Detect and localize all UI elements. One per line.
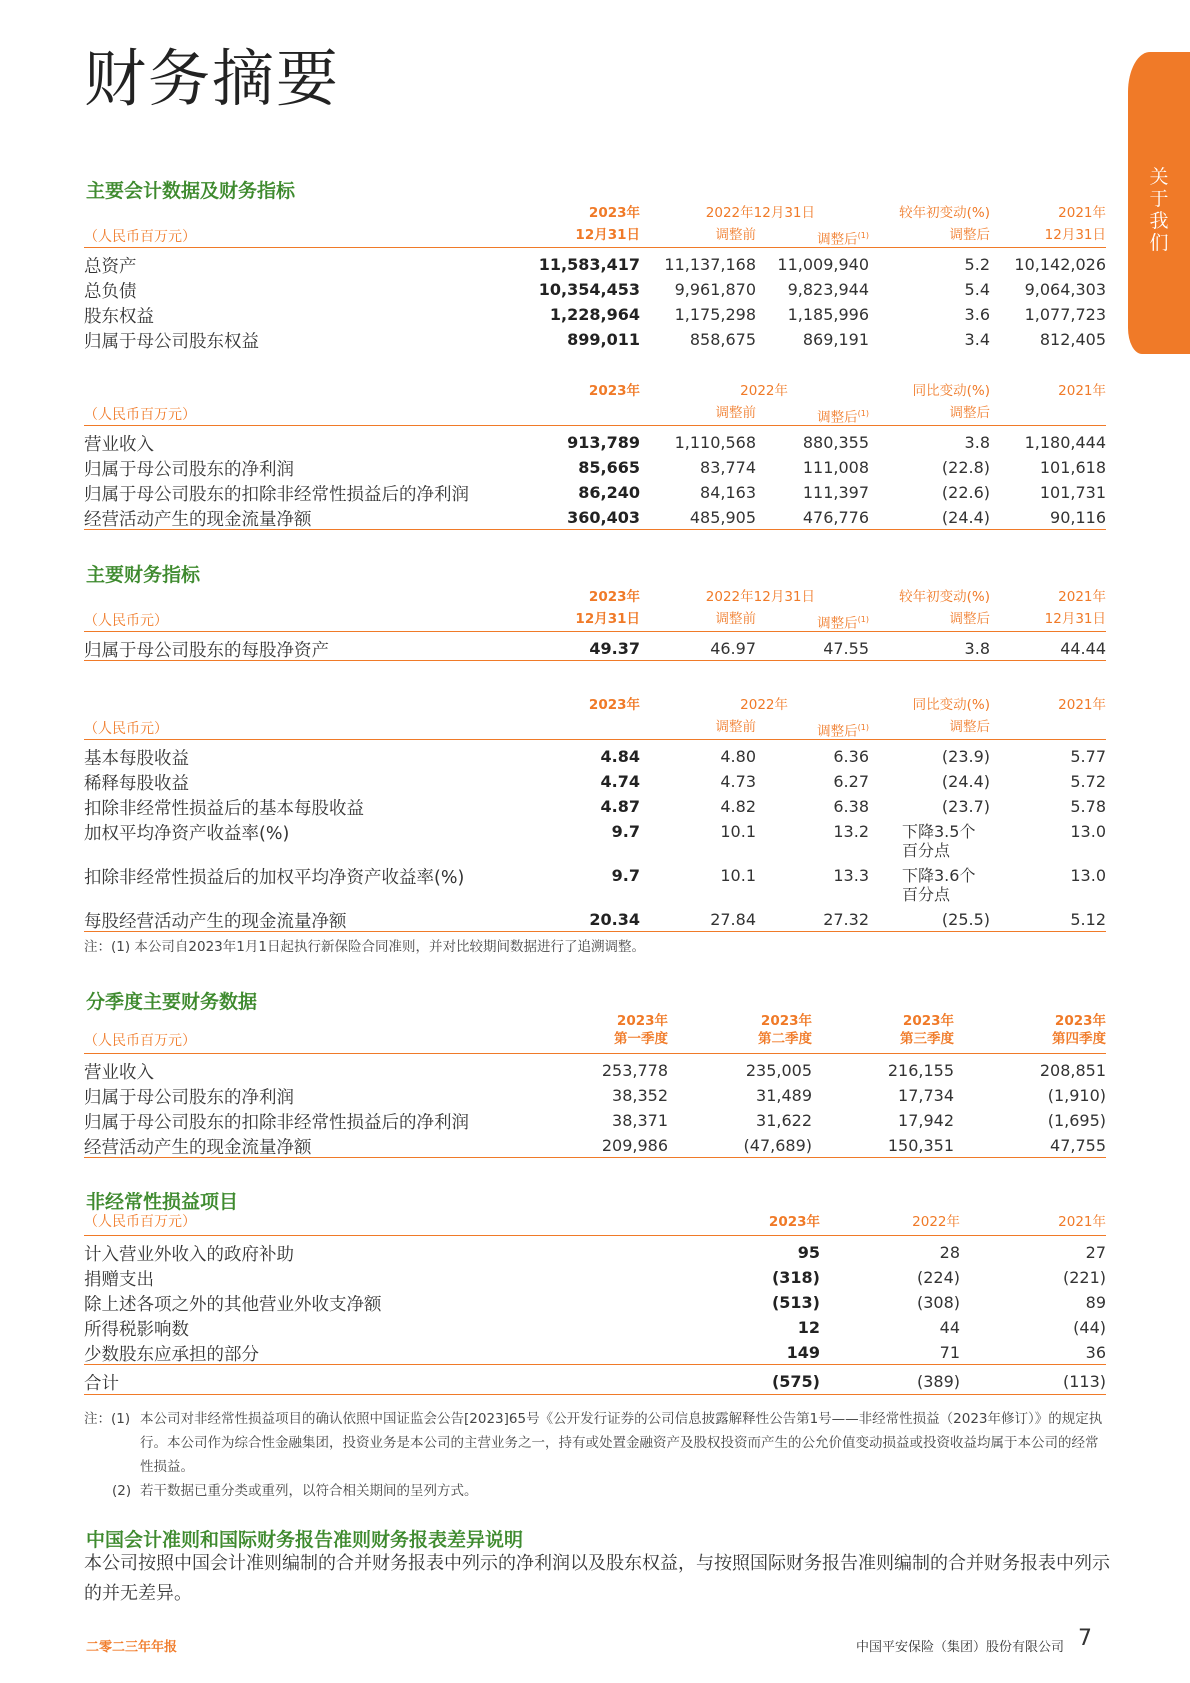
value-2023: 10,354,453 [538, 280, 640, 299]
value-2023: 4.87 [600, 797, 640, 816]
value-2022-after: 6.27 [833, 772, 869, 791]
value-2022-after: 13.3 [833, 866, 869, 885]
value-change: 3.8 [964, 639, 990, 658]
header-2023: 2023年 [588, 589, 640, 605]
header-2023: 2023年 [588, 383, 640, 399]
value-2021: 101,618 [1039, 458, 1106, 477]
value-2023: 20.34 [589, 910, 640, 929]
table-quarterly-data [84, 1012, 1106, 1158]
header-2023-date: 12月31日 [575, 227, 640, 243]
section-heading-quarterly-data: 分季度主要财务数据 [86, 991, 258, 1013]
value-q1: 253,778 [601, 1061, 668, 1080]
row-label: 稀释每股收益 [84, 774, 189, 794]
value-2023: 85,665 [578, 458, 640, 477]
header-q4-year: 2023年 [1054, 1013, 1106, 1029]
header-q2-year: 2023年 [760, 1013, 812, 1029]
unit-label: （人民币百万元） [84, 1214, 196, 1230]
value-q2: 31,489 [756, 1086, 812, 1105]
section-heading-non-recurring-items: 非经常性损益项目 [86, 1191, 239, 1213]
header-2023: 2023年 [768, 1214, 820, 1230]
value-2021: 9,064,303 [1024, 280, 1106, 299]
footnote-2-prefix: (2) [112, 1483, 132, 1499]
value-2023: 12 [797, 1318, 820, 1337]
header-2021: 2021年 [1058, 205, 1106, 221]
value-2022-before: 46.97 [710, 639, 756, 658]
row-label: 归属于母公司股东的每股净资产 [84, 641, 329, 661]
value-2021: 89 [1085, 1293, 1106, 1312]
table-row [84, 862, 1106, 906]
value-2021: 5.78 [1070, 797, 1106, 816]
row-label: 总资产 [84, 257, 137, 277]
value-2021: 90,116 [1050, 508, 1106, 527]
value-2023: 913,789 [567, 433, 640, 452]
value-2023: 86,240 [578, 483, 640, 502]
value-2023: 360,403 [567, 508, 640, 527]
value-2023: 149 [786, 1343, 820, 1362]
value-2022-after: 27.32 [823, 910, 869, 929]
row-label: 除上述各项之外的其他营业外收支净额 [84, 1295, 382, 1315]
value-2022-before: 4.82 [720, 797, 756, 816]
header-change-adjusted: 调整后 [949, 227, 990, 243]
total-2023: (575) [771, 1372, 820, 1391]
table-header [84, 694, 1106, 740]
table-row [84, 768, 1106, 793]
value-2022-before: 9,961,870 [674, 280, 756, 299]
table-row [84, 276, 1106, 301]
value-change: (23.9) [941, 747, 990, 766]
row-label: 基本每股收益 [84, 749, 189, 769]
table-row [84, 504, 1106, 529]
page-number: 7 [1078, 1626, 1092, 1651]
value-q3: 150,351 [887, 1136, 954, 1155]
page-title: 财务摘要 [84, 42, 341, 115]
header-2021: 2021年 [1058, 1214, 1106, 1230]
value-2022: (224) [916, 1268, 960, 1287]
value-2022: 71 [939, 1343, 960, 1362]
row-label: 归属于母公司股东的扣除非经常性损益后的净利润 [84, 485, 469, 505]
value-q3: 17,734 [898, 1086, 954, 1105]
value-change: 5.4 [964, 280, 990, 299]
value-change: 3.6 [964, 305, 990, 324]
value-q1: 209,986 [601, 1136, 668, 1155]
table-header [84, 1012, 1106, 1054]
value-2022-before: 10.1 [720, 822, 756, 841]
table-row [84, 1289, 1106, 1314]
value-2023: (318) [771, 1268, 820, 1287]
value-q4: (1,695) [1047, 1111, 1106, 1130]
value-change: 下降3.6个百分点 [902, 866, 976, 904]
header-q1: 第一季度 [614, 1031, 668, 1047]
value-change: 3.4 [964, 330, 990, 349]
header-q3-year: 2023年 [902, 1013, 954, 1029]
header-change-adjusted: 调整后 [949, 405, 990, 421]
table-non-recurring-items [84, 1210, 1106, 1395]
table-row [84, 1107, 1106, 1132]
value-2022-after: 476,776 [802, 508, 869, 527]
value-change: (22.6) [941, 483, 990, 502]
header-2021: 2021年 [1058, 589, 1106, 605]
value-q4: 208,851 [1039, 1061, 1106, 1080]
table-total-row [84, 1364, 1106, 1394]
table-row [84, 1339, 1106, 1364]
value-change: 5.2 [964, 255, 990, 274]
header-change: 同比变动(%) [912, 697, 990, 713]
value-q1: 38,352 [612, 1086, 668, 1105]
value-change: (22.8) [941, 458, 990, 477]
value-2023: 1,228,964 [549, 305, 640, 324]
value-2022: 44 [939, 1318, 960, 1337]
header-before-adjust: 调整前 [715, 227, 756, 243]
table-header [84, 586, 1106, 632]
header-after-adjust: 调整后$^{(1)}$ [817, 231, 869, 248]
header-change-adjusted: 调整后 [949, 611, 990, 627]
table-per-share-indicators [84, 694, 1106, 932]
total-2021: (113) [1062, 1372, 1106, 1391]
value-2022-after: 6.36 [833, 747, 869, 766]
header-change: 较年初变动(%) [899, 205, 990, 221]
row-label: 总负债 [84, 282, 137, 302]
value-2023: 9.7 [611, 866, 640, 885]
value-2021: 5.77 [1070, 747, 1106, 766]
value-2022-before: 4.80 [720, 747, 756, 766]
value-2023: 95 [797, 1243, 820, 1262]
header-2021: 2021年 [1058, 383, 1106, 399]
value-2022-after: 11,009,940 [777, 255, 869, 274]
header-change: 较年初变动(%) [899, 589, 990, 605]
table-row [84, 454, 1106, 479]
value-2023: 49.37 [589, 639, 640, 658]
header-after-adjust: 调整后$^{(1)}$ [817, 723, 869, 740]
row-label: 归属于母公司股东的净利润 [84, 460, 294, 480]
unit-label: （人民币百万元） [84, 407, 196, 423]
table-row [84, 301, 1106, 326]
table-row [84, 1239, 1106, 1264]
unit-label: （人民币百万元） [84, 1033, 196, 1049]
value-2022-before: 1,110,568 [674, 433, 756, 452]
value-2022-after: 869,191 [802, 330, 869, 349]
table-balance-sheet-data [84, 202, 1106, 351]
value-q4: 47,755 [1050, 1136, 1106, 1155]
value-2022-after: 47.55 [823, 639, 869, 658]
value-2021: 10,142,026 [1014, 255, 1106, 274]
header-2023: 2023年 [588, 205, 640, 221]
table-row [84, 1082, 1106, 1107]
header-before-adjust: 调整前 [715, 719, 756, 735]
accounting-standards-paragraph: 本公司按照中国会计准则编制的合并财务报表中列示的净利润以及股东权益，与按照国际财务报告准则编制的合并财务报表中列示的并无差异。 [84, 1553, 1110, 1604]
value-2021: (44) [1073, 1318, 1106, 1337]
row-label: 归属于母公司股东的扣除非经常性损益后的净利润 [84, 1113, 469, 1133]
note-mark: (1) [857, 409, 869, 418]
row-label: 经营活动产生的现金流量净额 [84, 1138, 312, 1158]
table-row [84, 479, 1106, 504]
header-before-adjust: 调整前 [715, 611, 756, 627]
value-change: 3.8 [964, 433, 990, 452]
value-2021: 44.44 [1060, 639, 1106, 658]
header-2022-group: 2022年12月31日 [705, 589, 815, 605]
value-q1: 38,371 [612, 1111, 668, 1130]
value-change: (24.4) [941, 508, 990, 527]
header-2023-date: 12月31日 [575, 611, 640, 627]
header-change-adjusted: 调整后 [949, 719, 990, 735]
row-label: 每股经营活动产生的现金流量净额 [84, 912, 347, 932]
note-mark: (1) [857, 231, 869, 240]
value-change: (24.4) [941, 772, 990, 791]
table-row [84, 251, 1106, 276]
value-2022-after: 880,355 [802, 433, 869, 452]
value-2022-before: 27.84 [710, 910, 756, 929]
value-2021: 36 [1085, 1343, 1106, 1362]
table-row [84, 326, 1106, 351]
table-header [84, 380, 1106, 426]
table-row [84, 743, 1106, 768]
value-q2: 235,005 [745, 1061, 812, 1080]
table-net-assets-per-share [84, 586, 1106, 661]
value-2021: (221) [1062, 1268, 1106, 1287]
footer-company-name: 中国平安保险（集团）股份有限公司 [855, 1640, 1064, 1655]
value-2023: 899,011 [567, 330, 640, 349]
unit-label: （人民币百万元） [84, 229, 196, 245]
header-2022-group: 2022年 [740, 383, 788, 399]
table-header [84, 202, 1106, 248]
value-2021: 5.72 [1070, 772, 1106, 791]
side-tab-label[interactable]: 关于我们 [1149, 166, 1169, 254]
value-2022-after: 13.2 [833, 822, 869, 841]
row-label: 所得税影响数 [84, 1320, 189, 1340]
header-before-adjust: 调整前 [715, 405, 756, 421]
row-label: 股东权益 [84, 307, 154, 327]
table-row [84, 429, 1106, 454]
unit-label: （人民币元） [84, 613, 168, 629]
row-label: 归属于母公司股东的净利润 [84, 1088, 294, 1108]
header-2021-date: 12月31日 [1044, 227, 1106, 243]
header-2021-date: 12月31日 [1044, 611, 1106, 627]
value-q3: 17,942 [898, 1111, 954, 1130]
value-change: (23.7) [941, 797, 990, 816]
row-label: 扣除非经常性损益后的基本每股收益 [84, 799, 364, 819]
header-q3: 第三季度 [900, 1031, 954, 1047]
value-2023: 4.84 [600, 747, 640, 766]
table-income-data [84, 380, 1106, 530]
table-row [84, 1314, 1106, 1339]
value-2021: 101,731 [1039, 483, 1106, 502]
table-bottom-rule [84, 1394, 1106, 1395]
value-2022-before: 485,905 [689, 508, 756, 527]
value-2022-before: 858,675 [689, 330, 756, 349]
header-q2: 第二季度 [758, 1031, 812, 1047]
value-q3: 216,155 [887, 1061, 954, 1080]
row-label: 计入营业外收入的政府补助 [84, 1245, 294, 1265]
value-2023: 4.74 [600, 772, 640, 791]
header-2023: 2023年 [588, 697, 640, 713]
value-2023: 11,583,417 [538, 255, 640, 274]
value-2021: 13.0 [1070, 822, 1106, 841]
row-label: 营业收入 [84, 1063, 154, 1083]
value-2023: (513) [771, 1293, 820, 1312]
value-change: 下降3.5个百分点 [902, 822, 976, 860]
value-2022-after: 111,008 [802, 458, 869, 477]
header-2022-group: 2022年12月31日 [705, 205, 815, 221]
header-2022: 2022年 [912, 1214, 960, 1230]
row-label: 加权平均净资产收益率(%) [84, 824, 290, 844]
row-label: 捐赠支出 [84, 1270, 154, 1290]
value-q2: 31,622 [756, 1111, 812, 1130]
value-2022-after: 9,823,944 [787, 280, 869, 299]
total-label: 合计 [84, 1374, 119, 1394]
footnote-2-text: 若干数据已重分类或重列，以符合相关期间的呈列方式。 [140, 1483, 478, 1499]
row-label: 经营活动产生的现金流量净额 [84, 510, 312, 530]
value-2022-before: 83,774 [700, 458, 756, 477]
note-mark: (1) [857, 723, 869, 732]
value-2022-before: 4.73 [720, 772, 756, 791]
header-q4: 第四季度 [1052, 1031, 1106, 1047]
value-2022-before: 10.1 [720, 866, 756, 885]
footer-report-title: 二零二三年年报 [86, 1640, 178, 1655]
value-2022-after: 111,397 [802, 483, 869, 502]
table-row [84, 635, 1106, 660]
header-after-adjust: 调整后$^{(1)}$ [817, 615, 869, 632]
header-after-adjust: 调整后$^{(1)}$ [817, 409, 869, 426]
section-heading-key-financial-indicators: 主要财务指标 [86, 564, 201, 586]
table-row [84, 1132, 1106, 1157]
total-2022: (389) [916, 1372, 960, 1391]
header-2021: 2021年 [1058, 697, 1106, 713]
value-2022-after: 6.38 [833, 797, 869, 816]
table-row [84, 1264, 1106, 1289]
row-label: 营业收入 [84, 435, 154, 455]
value-2022-before: 1,175,298 [674, 305, 756, 324]
table-row [84, 1057, 1106, 1082]
footnote-1-text: 本公司对非经常性损益项目的确认依照中国证监会公告[2023]65号《公开发行证券的公司信息披露解释性公告第1号——非经常性损益（2023年修订）》的规定执行。本公司作为综合性金融集团，投资业务是本公司的主营业务之一，持有或处置金融资产及股权投资而产生的公允价值变动损益或投资收益均属于本公司的经常性损益。 [140, 1411, 1103, 1475]
row-label: 扣除非经常性损益后的加权平均净资产收益率(%) [84, 868, 465, 888]
table-row [84, 818, 1106, 862]
value-2023: 9.7 [611, 822, 640, 841]
value-2021: 1,180,444 [1024, 433, 1106, 452]
value-2022-before: 11,137,168 [664, 255, 756, 274]
note-mark: (1) [857, 615, 869, 624]
table-header [84, 1210, 1106, 1236]
value-2021: 13.0 [1070, 866, 1106, 885]
footnote-new-insurance-standard: 注：(1) 本公司自2023年1月1日起执行新保险合同准则，并对比较期间数据进行了追溯调整。 [84, 939, 645, 955]
value-2021: 5.12 [1070, 910, 1106, 929]
value-2021: 1,077,723 [1024, 305, 1106, 324]
section-heading-accounting-standards-difference: 中国会计准则和国际财务报告准则财务报表差异说明 [86, 1529, 524, 1551]
value-q4: (1,910) [1047, 1086, 1106, 1105]
header-2022-group: 2022年 [740, 697, 788, 713]
footnote-1-prefix: 注：(1) [84, 1411, 131, 1427]
unit-label: （人民币元） [84, 721, 168, 737]
section-heading-key-accounting-data: 主要会计数据及财务指标 [86, 180, 296, 202]
value-2022-after: 1,185,996 [787, 305, 869, 324]
value-2021: 812,405 [1039, 330, 1106, 349]
value-2022: 28 [939, 1243, 960, 1262]
header-change: 同比变动(%) [912, 383, 990, 399]
value-q2: (47,689) [743, 1136, 812, 1155]
header-q1-year: 2023年 [616, 1013, 668, 1029]
value-2022: (308) [916, 1293, 960, 1312]
row-label: 少数股东应承担的部分 [84, 1345, 259, 1365]
table-row [84, 906, 1106, 931]
value-2021: 27 [1085, 1243, 1106, 1262]
value-2022-before: 84,163 [700, 483, 756, 502]
table-row [84, 793, 1106, 818]
row-label: 归属于母公司股东权益 [84, 332, 259, 352]
value-change: (25.5) [941, 910, 990, 929]
